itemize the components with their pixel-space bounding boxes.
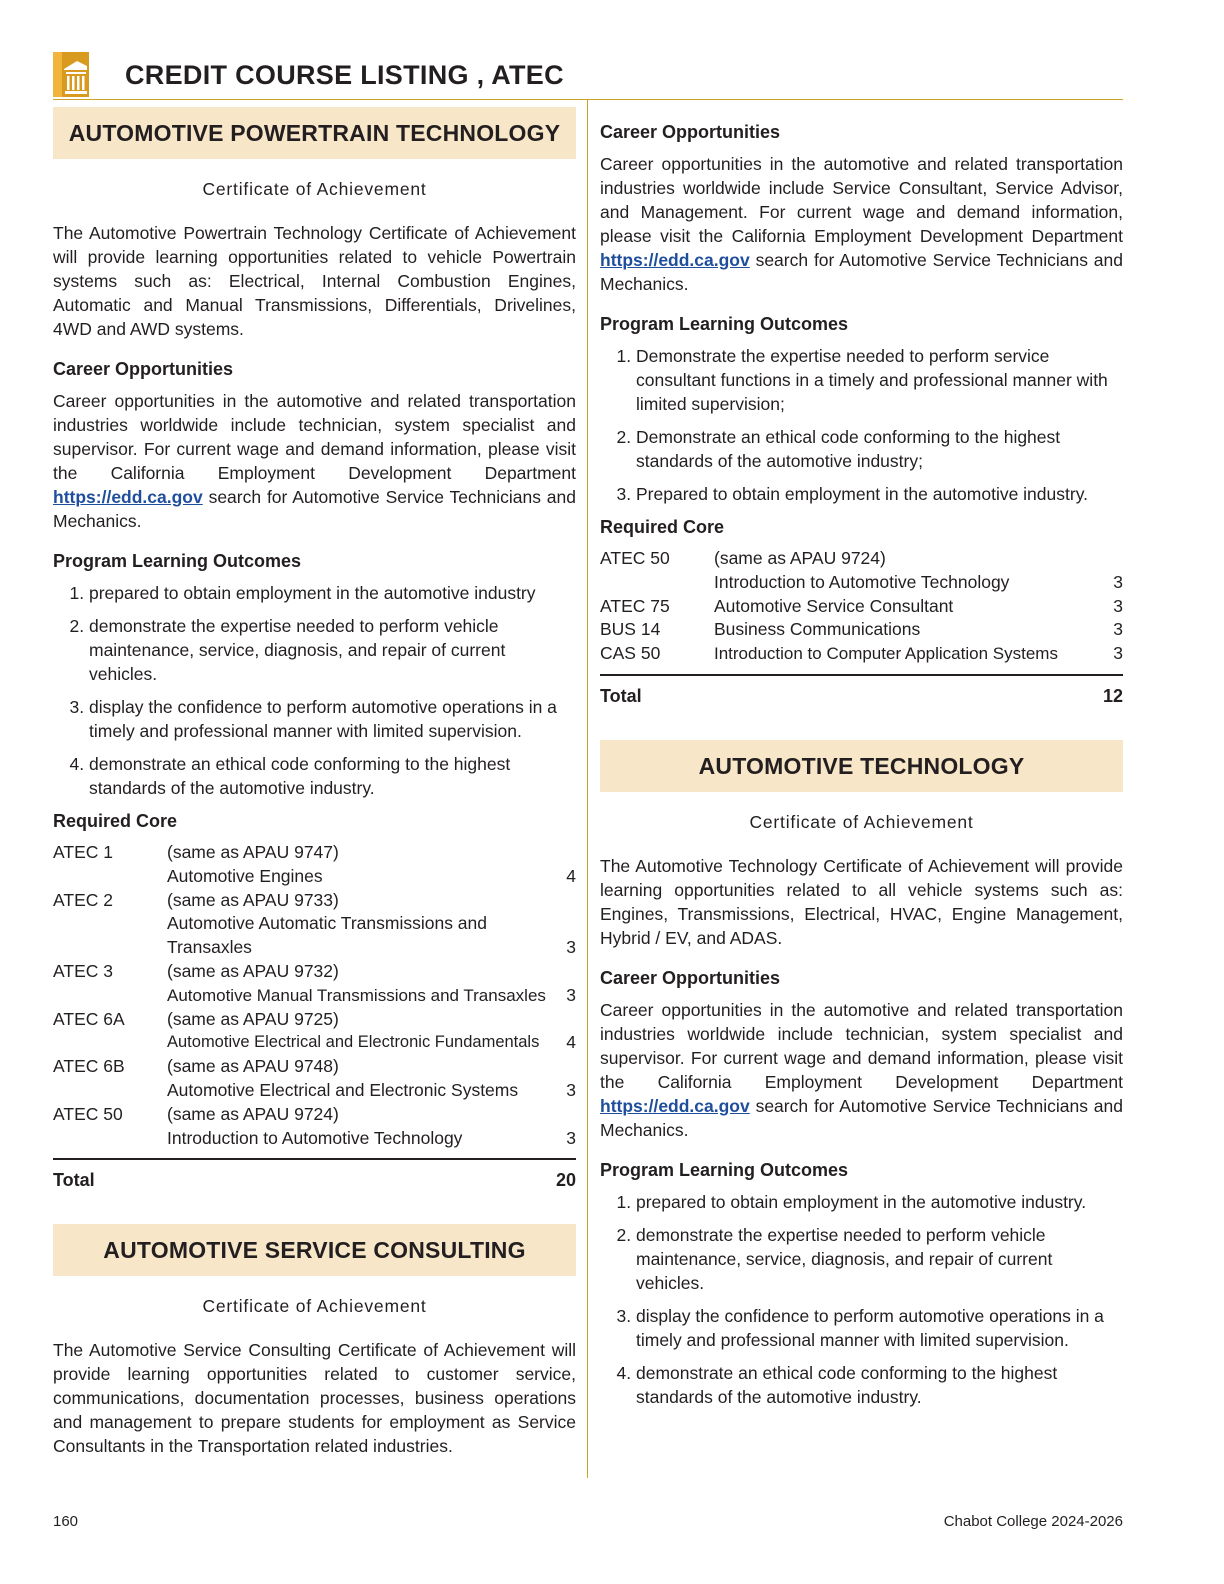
course-row xyxy=(53,1103,576,1127)
outcome-item: 4. demonstrate an ethical code conforming to the highest standards of the automotive industry. xyxy=(89,752,576,800)
course-units xyxy=(552,889,576,913)
course-code: ATEC 6A xyxy=(53,1008,125,1029)
course-row xyxy=(53,984,576,1008)
edd-link[interactable]: https://edd.ca.gov xyxy=(600,250,750,270)
career-heading: Career Opportunities xyxy=(53,359,234,379)
course-row xyxy=(53,1127,576,1151)
course-code: ATEC 50 xyxy=(600,548,670,568)
certificate-subtitle: Certificate of Achievement xyxy=(749,811,974,832)
outcome-item: 2. Demonstrate an ethical code conforming to the highest standards of the automotive industry; xyxy=(636,425,1123,473)
career-text-intro: Career opportunities in the automotive and related transportation industries worldwide include Service Consultant, Service Advisor, and Management. For current wage and demand information, please visit the California Employment Development Department xyxy=(600,154,1123,246)
course-row xyxy=(53,1031,576,1055)
certificate-subtitle: Certificate of Achievement xyxy=(202,1296,427,1317)
course-units xyxy=(552,1103,576,1127)
total-units: 20 xyxy=(555,1170,576,1191)
course-code: CAS 50 xyxy=(600,643,661,664)
course-desc: Automotive Service Consultant xyxy=(714,595,954,616)
career-heading: Career Opportunities xyxy=(600,967,781,988)
course-code xyxy=(53,984,167,1008)
course-units xyxy=(1099,547,1123,571)
course-code: ATEC 6B xyxy=(53,1056,125,1077)
career-text-outro: search for Automotive Service Technicians and Mechanics. xyxy=(53,487,576,531)
outcome-item: 4. demonstrate an ethical code conforming to the highest standards of the automotive industry. xyxy=(636,1361,1123,1409)
course-units: 3 xyxy=(566,1127,576,1148)
outcome-item: 2. demonstrate the expertise needed to perform vehicle maintenance, service, diagnosis, and repair of current vehicles. xyxy=(636,1223,1123,1295)
page-header xyxy=(53,52,1123,100)
outcomes-list xyxy=(600,1190,1123,1409)
outcome-item: 2. demonstrate the expertise needed to perform vehicle maintenance, service, diagnosis, and repair of current vehicles. xyxy=(89,614,576,686)
course-row xyxy=(53,936,576,960)
outcome-item: 1. prepared to obtain employment in the automotive industry xyxy=(89,581,576,605)
footer-college-name: Chabot College 2024-2026 xyxy=(943,1513,1123,1530)
career-heading: Career Opportunities xyxy=(600,122,781,142)
course-desc: (same as APAU 9724) xyxy=(167,1103,339,1124)
course-row xyxy=(600,618,1123,642)
course-code: ATEC 3 xyxy=(53,960,113,981)
course-units xyxy=(552,912,576,936)
course-row xyxy=(53,912,576,936)
course-table xyxy=(53,841,576,1150)
program-description: The Automotive Technology Certificate of Achievement will provide learning opportunities related to all vehicle systems such as: Engines, Transmissions, Electrical, HVAC, Engine Management, Hybrid / EV, and ADAS. xyxy=(600,855,1123,948)
section-title-service-consulting: AUTOMOTIVE SERVICE CONSULTING xyxy=(53,1224,576,1276)
course-code: ATEC 75 xyxy=(600,595,670,616)
course-desc: Automotive Electrical and Electronic Fundamentals xyxy=(167,1033,540,1052)
plo-heading: Program Learning Outcomes xyxy=(600,314,849,334)
certificate-subtitle: Certificate of Achievement xyxy=(202,179,427,199)
course-desc: (same as APAU 9733) xyxy=(167,889,339,910)
course-code xyxy=(600,571,714,595)
required-core-heading: Required Core xyxy=(600,517,725,537)
course-units xyxy=(552,960,576,984)
course-desc: (same as APAU 9724) xyxy=(714,548,886,568)
edd-link[interactable]: https://edd.ca.gov xyxy=(53,487,203,507)
course-desc: (same as APAU 9732) xyxy=(167,960,339,981)
course-row xyxy=(600,571,1123,595)
left-column xyxy=(53,100,576,1458)
total-label: Total xyxy=(53,1170,95,1191)
course-row xyxy=(600,547,1123,571)
total-row xyxy=(53,1158,576,1192)
course-table xyxy=(600,547,1123,666)
course-desc: Transaxles xyxy=(167,937,252,958)
outcome-item: 1. Demonstrate the expertise needed to perform service consultant functions in a timely and professional manner with limited supervision; xyxy=(636,344,1123,416)
course-desc: Automotive Engines xyxy=(167,865,323,886)
outcome-item: 3. Prepared to obtain employment in the automotive industry. xyxy=(636,482,1123,506)
course-units: 3 xyxy=(1113,619,1123,640)
course-row xyxy=(53,841,576,865)
outcome-item: 3. display the confidence to perform automotive operations in a timely and professional manner with limited supervision. xyxy=(89,695,576,743)
course-code xyxy=(53,1079,167,1103)
course-units: 3 xyxy=(1113,571,1123,592)
course-units xyxy=(552,1008,576,1032)
course-desc: Introduction to Computer Application Systems xyxy=(714,644,1058,664)
course-code xyxy=(53,865,167,889)
right-column xyxy=(600,100,1123,1418)
career-text-outro: search for Automotive Service Technicians and Mechanics. xyxy=(600,250,1123,294)
course-desc: Automotive Electrical and Electronic Systems xyxy=(167,1079,519,1100)
career-text-intro: Career opportunities in the automotive and related transportation industries worldwide include technician, system specialist and supervisor. For current wage and demand information, please visit the California Employment Development Department xyxy=(53,391,576,483)
course-code: BUS 14 xyxy=(600,619,661,640)
course-row xyxy=(600,595,1123,619)
required-core-heading: Required Core xyxy=(53,811,178,831)
page-number: 160 xyxy=(53,1513,79,1530)
course-row xyxy=(53,865,576,889)
course-code: ATEC 50 xyxy=(53,1103,123,1124)
course-desc: (same as APAU 9748) xyxy=(167,1056,339,1077)
course-desc: Automotive Automatic Transmissions and xyxy=(167,913,488,934)
course-desc: Introduction to Automotive Technology xyxy=(714,571,1010,592)
course-units: 3 xyxy=(566,984,576,1005)
program-description: The Automotive Powertrain Technology Certificate of Achievement will provide learning opportunities related to vehicle Powertrain systems such as: Electrical, Internal Combustion Engines, Automatic and Manual Transmissions, Differentials, Drivelines, 4WD and AWD systems. xyxy=(53,223,576,339)
course-desc: Introduction to Automotive Technology xyxy=(167,1127,463,1148)
outcomes-list xyxy=(53,581,576,800)
course-code: ATEC 1 xyxy=(53,842,113,862)
career-text xyxy=(53,389,576,533)
plo-heading: Program Learning Outcomes xyxy=(53,551,302,571)
career-text-outro: search for Automotive Service Technicians and Mechanics. xyxy=(600,1095,1123,1140)
course-row xyxy=(53,1079,576,1103)
course-code xyxy=(53,912,167,936)
section-title-automotive-technology: AUTOMOTIVE TECHNOLOGY xyxy=(600,740,1123,792)
outcomes-list xyxy=(600,344,1123,506)
course-code: ATEC 2 xyxy=(53,889,113,910)
career-text xyxy=(600,152,1123,296)
column-divider xyxy=(587,100,588,1478)
course-code xyxy=(53,936,167,960)
total-units: 12 xyxy=(1102,685,1123,706)
edd-link[interactable]: https://edd.ca.gov xyxy=(600,1095,750,1116)
course-units: 3 xyxy=(1113,595,1123,616)
course-units: 4 xyxy=(566,1032,576,1053)
course-code xyxy=(53,1127,167,1151)
page-title: CREDIT COURSE LISTING , ATEC xyxy=(125,60,564,90)
course-row xyxy=(600,642,1123,666)
course-row xyxy=(53,1008,576,1032)
career-text xyxy=(600,998,1123,1142)
course-row xyxy=(53,889,576,913)
outcome-item: 3. display the confidence to perform automotive operations in a timely and professional manner with limited supervision. xyxy=(636,1304,1123,1352)
college-logo-icon xyxy=(53,52,89,97)
career-text-intro: Career opportunities in the automotive and related transportation industries worldwide include technician, system specialist and supervisor. For current wage and demand information, please visit the California Employment Development Department xyxy=(600,999,1123,1092)
course-units: 4 xyxy=(566,865,576,886)
section-title-powertrain: AUTOMOTIVE POWERTRAIN TECHNOLOGY xyxy=(53,107,576,159)
total-label: Total xyxy=(600,685,642,706)
course-units: 3 xyxy=(1113,643,1123,664)
course-code xyxy=(53,1031,167,1055)
course-row xyxy=(53,1055,576,1079)
course-desc: (same as APAU 9747) xyxy=(167,842,339,862)
course-desc: Automotive Manual Transmissions and Transaxles xyxy=(167,985,546,1005)
course-units: 3 xyxy=(566,1079,576,1100)
course-desc: Business Communications xyxy=(714,619,921,640)
outcome-item: 1. prepared to obtain employment in the automotive industry. xyxy=(636,1190,1123,1214)
program-description: The Automotive Service Consulting Certificate of Achievement will provide learning opportunities related to customer service, communications, documentation processes, business operations and management to prepare students for employment as Service Consultants in the Transportation related industries. xyxy=(53,1340,576,1457)
course-units: 3 xyxy=(566,937,576,958)
plo-heading: Program Learning Outcomes xyxy=(600,1159,849,1180)
course-desc: (same as APAU 9725) xyxy=(167,1008,339,1029)
course-row xyxy=(53,960,576,984)
total-row xyxy=(600,674,1123,708)
course-units xyxy=(552,841,576,865)
course-units xyxy=(552,1055,576,1079)
